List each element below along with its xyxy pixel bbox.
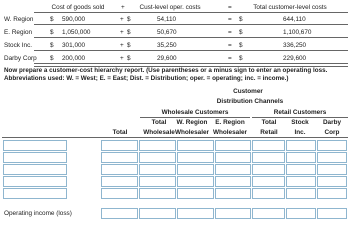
total-cost-value: 336,250 (283, 42, 307, 49)
col-header-retail-total: Total (261, 119, 277, 126)
amount-input[interactable] (286, 176, 316, 187)
amount-input[interactable] (101, 164, 138, 175)
amount-input[interactable] (286, 140, 316, 151)
currency-sign: $ (127, 42, 131, 49)
col-sub-e-wholesaler: Wholesaler (212, 129, 248, 136)
amount-input[interactable] (215, 176, 251, 187)
row-label-input[interactable] (3, 176, 67, 187)
plus-sign: + (120, 29, 124, 36)
cogs-value: 200,000 (62, 55, 86, 62)
amount-input[interactable] (177, 164, 214, 175)
header-underline (34, 12, 348, 13)
col-header-stock: Stock (291, 119, 309, 126)
amount-input[interactable] (286, 208, 316, 219)
currency-sign: $ (239, 29, 243, 36)
amount-input[interactable] (286, 152, 316, 163)
amount-input[interactable] (101, 152, 138, 163)
currency-sign: $ (127, 16, 131, 23)
col-sub-retail: Retail (260, 129, 278, 136)
total-cost-value: 644,110 (283, 16, 306, 23)
amount-input[interactable] (286, 164, 316, 175)
currency-sign: $ (127, 55, 131, 62)
header-equals: = (228, 4, 232, 11)
amount-input[interactable] (139, 188, 176, 199)
amount-input[interactable] (252, 188, 285, 199)
amount-input[interactable] (215, 208, 251, 219)
amount-input[interactable] (252, 176, 285, 187)
header-customer: Customer (233, 88, 263, 95)
currency-sign: $ (50, 55, 54, 62)
row-name: W. Region (4, 16, 34, 23)
amount-input[interactable] (252, 152, 285, 163)
amount-input[interactable] (139, 152, 176, 163)
amount-input[interactable] (177, 176, 214, 187)
amount-input[interactable] (252, 164, 285, 175)
instruction-text: Now prepare a customer-cost hierarchy report. (Use parentheses or a minus sign to enter an operating loss. Abbreviations used: W. = West; E. = East; Dist. = Distribution; oper. = operating; inc. = income.) (4, 67, 328, 82)
amount-input[interactable] (215, 164, 251, 175)
amount-input[interactable] (215, 140, 251, 151)
amount-input[interactable] (101, 140, 138, 151)
row-name: Stock Inc. (4, 42, 33, 49)
row-label-input[interactable] (3, 140, 67, 151)
currency-sign: $ (239, 55, 243, 62)
header-cogs: Cost of goods sold (51, 4, 105, 11)
header-wholesale-customers: Wholesale Customers (161, 109, 229, 116)
col-header-wholesale-total: Total (151, 119, 167, 126)
amount-input[interactable] (139, 164, 176, 175)
amount-input[interactable] (139, 140, 176, 151)
currency-sign: $ (50, 16, 54, 23)
amount-input[interactable] (177, 208, 214, 219)
amount-input[interactable] (177, 152, 214, 163)
amount-input[interactable] (317, 208, 347, 219)
currency-sign: $ (127, 29, 131, 36)
currency-sign: $ (239, 42, 243, 49)
row-name: E. Region (4, 29, 33, 36)
amount-input[interactable] (177, 140, 214, 151)
amount-input[interactable] (177, 188, 214, 199)
header-retail-customers: Retail Customers (273, 109, 327, 116)
col-header-darby: Darby (322, 119, 342, 126)
header-distribution-channels: Distribution Channels (216, 98, 284, 105)
amount-input[interactable] (215, 152, 251, 163)
amount-input[interactable] (317, 140, 347, 151)
plus-sign: + (120, 55, 124, 62)
cust-cost-value: 50,670 (157, 29, 177, 36)
cust-cost-value: 54,110 (157, 16, 177, 23)
total-cost-value: 229,600 (283, 55, 307, 62)
operating-income-label: Operating income (loss) (4, 210, 72, 217)
header-plus: + (121, 4, 125, 11)
cogs-value: 590,000 (62, 16, 86, 23)
amount-input[interactable] (317, 152, 347, 163)
col-header-e-region: E. Region (215, 119, 245, 126)
total-cost-value: 1,100,670 (283, 29, 312, 36)
col-sub-wholesale: Wholesale (143, 129, 175, 136)
row-label-input[interactable] (3, 164, 67, 175)
cogs-value: 301,000 (62, 42, 86, 49)
plus-sign: + (120, 42, 124, 49)
currency-sign: $ (50, 42, 54, 49)
amount-input[interactable] (317, 188, 347, 199)
currency-sign: $ (239, 16, 243, 23)
amount-input[interactable] (101, 188, 138, 199)
cust-cost-value: 29,600 (157, 55, 177, 62)
row-name: Darby Corp (4, 55, 37, 62)
equals-sign: = (228, 29, 232, 36)
amount-input[interactable] (139, 176, 176, 187)
col-header-total: Total (112, 129, 128, 136)
amount-input[interactable] (215, 188, 251, 199)
col-sub-darby-corp: Corp (324, 129, 340, 136)
equals-sign: = (228, 16, 232, 23)
col-sub-w-wholesaler: Wholesaler (174, 129, 210, 136)
header-cust-level-costs: Cust-level oper. costs (139, 4, 201, 11)
col-header-w-region: W. Region (176, 119, 208, 126)
amount-input[interactable] (252, 140, 285, 151)
amount-input[interactable] (101, 208, 138, 219)
amount-input[interactable] (286, 188, 316, 199)
plus-sign: + (120, 16, 124, 23)
amount-input[interactable] (139, 208, 176, 219)
amount-input[interactable] (317, 176, 347, 187)
col-sub-stock-inc: Inc. (294, 129, 306, 136)
equals-sign: = (228, 42, 232, 49)
row-label-input[interactable] (3, 188, 67, 199)
currency-sign: $ (50, 29, 54, 36)
amount-input[interactable] (101, 176, 138, 187)
header-total-customer-costs: Total customer-level costs (253, 4, 327, 11)
cust-cost-value: 35,250 (157, 42, 177, 49)
amount-input[interactable] (317, 164, 347, 175)
cogs-value: 1,050,000 (62, 29, 91, 36)
equals-sign: = (228, 55, 232, 62)
amount-input[interactable] (252, 208, 285, 219)
row-label-input[interactable] (3, 152, 67, 163)
